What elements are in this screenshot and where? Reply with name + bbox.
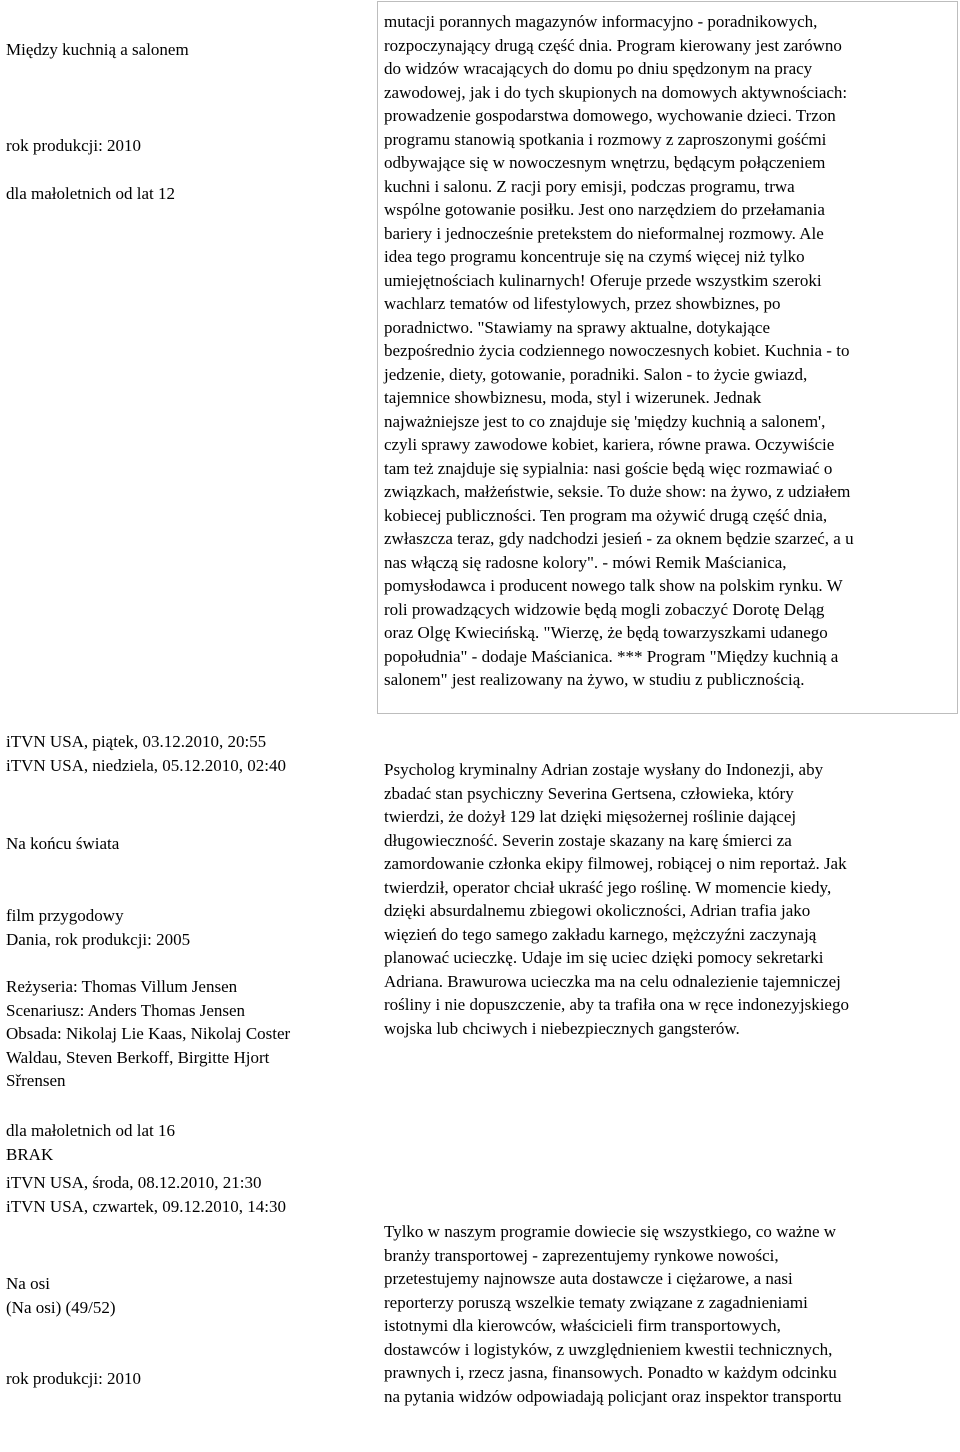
description-line: branży transportowej - zaprezentujemy rynkowe nowości, xyxy=(384,1245,779,1265)
description-line: więzień do tego samego zakładu karnego, mężczyźni zaczynają xyxy=(384,924,817,944)
production-year: rok produkcji: 2010 xyxy=(6,136,142,155)
program-description xyxy=(384,10,956,692)
description-line: popołudnia" - dodaje Maścianica. *** Program "Między kuchnią a xyxy=(384,646,839,666)
program-title: Między kuchnią a salonem xyxy=(6,40,189,59)
description-line: odbywające się w nowoczesnym wnętrzu, będącym połączeniem xyxy=(384,153,826,172)
age-rating: dla małoletnich od lat 16 xyxy=(6,1121,176,1140)
description-line: czyli sprawy zawodowe kobiet, kariera, równe prawa. Oczywiście xyxy=(384,435,835,454)
description-line: tam też znajduje się sypialnia: nasi goście będą więc rozmawiać o xyxy=(384,458,833,478)
description-line: Adriana. Brawurowa ucieczka ma na celu odnalezienie tajemniczej xyxy=(384,971,841,991)
description-line: oraz Olgę Kwiecińską. "Wierzę, że będą towarzyszkami udanego xyxy=(384,623,828,642)
description-line: istotnymi dla kierowców, właścicieli firm transportowych, xyxy=(384,1316,781,1335)
program-description xyxy=(384,758,956,1040)
credits xyxy=(6,975,358,1093)
description-line: zwłaszcza teraz, gdy nadchodzi jesień - za oknem będzie szarzeć, a u xyxy=(384,529,854,548)
description-line: kuchni i salonu. Z racji pory emisji, podczas programu, trwa xyxy=(384,176,795,196)
credits-line: Waldau, Steven Berkoff, Birgitte Hjort xyxy=(6,1047,270,1067)
description-line: rozpoczynający drugą część dnia. Program kierowany jest zarówno xyxy=(384,35,842,55)
description-line: zamordowanie członka ekipy filmowej, robiącej o nim reportaż. Jak xyxy=(384,854,847,873)
description-line: dostawców i logistyków, z uwzględnieniem kwestii technicznych, xyxy=(384,1339,833,1359)
broadcast-times xyxy=(6,730,358,777)
production-year: rok produkcji: 2010 xyxy=(6,1369,142,1388)
description-line: mutacji porannych magazynów informacyjno - poradnikowych, xyxy=(384,12,818,31)
description-line: Tylko w naszym programie dowiecie się wszystkiego, co ważne w xyxy=(384,1222,837,1241)
status-text: BRAK xyxy=(6,1145,54,1164)
genre: film przygodowy xyxy=(6,906,124,925)
description-line: bezpośrednio życia codziennego nowoczesnych kobiet. Kuchnia - to xyxy=(384,341,850,360)
description-line: prowadzenie gospodarstwa domowego, wychowanie dzieci. Trzon xyxy=(384,106,836,125)
description-line: prawnych i, rzecz jasna, finansowych. Ponadto w każdym odcinku xyxy=(384,1363,837,1382)
description-line: związkach, małżeństwie, seksie. To duże show: na żywo, z udziałem xyxy=(384,482,851,501)
description-line: planować ucieczkę. Udaje im się uciec dzięki pomocy sekretarki xyxy=(384,948,824,967)
broadcast-time: iTVN USA, czwartek, 09.12.2010, 14:30 xyxy=(6,1196,286,1216)
description-line: zbadać stan psychiczny Severina Gertsena, człowieka, który xyxy=(384,783,794,803)
program-title: Na końcu świata xyxy=(6,834,120,853)
description-line: twierdził, operator chciał ukraść jego roślinę. W momencie kiedy, xyxy=(384,877,832,897)
description-line: roli prowadzących widzowie będą mogli zobaczyć Dorotę Deląg xyxy=(384,599,825,619)
description-line: kobiecej publiczności. Ten program ma ożywić drugą część dnia, xyxy=(384,505,828,525)
description-line: programu stanowią spotkania i rozmowy z zaproszonymi gośćmi xyxy=(384,129,827,149)
description-line: do widzów wracających do domu po dniu spędzonym na pracy xyxy=(384,59,813,78)
description-line: bariery i jednocześnie pretekstem do nieformalnej rozmowy. Ale xyxy=(384,223,824,243)
description-line: na pytania widzów odpowiadają policjant oraz inspektor transportu xyxy=(384,1386,842,1406)
description-line: długowieczność. Severin zostaje skazany na karę śmierci za xyxy=(384,830,792,850)
description-line: wachlarz tematów od lifestylowych, przez showbiznes, po xyxy=(384,294,781,313)
credits-line: Sřrensen xyxy=(6,1071,66,1090)
description-line: twierdzi, że dożył 129 lat dzięki mięsożernej roślinie dającej xyxy=(384,807,797,826)
description-line: rośliny i nie dopuszczenie, aby ta trafiła ona w ręce indonezyjskiego xyxy=(384,995,849,1014)
program-title: Na osi xyxy=(6,1274,50,1293)
credits-line: Scenariusz: Anders Thomas Jensen xyxy=(6,1000,246,1020)
description-line: wojska lub chciwych i niebezpiecznych gangsterów. xyxy=(384,1018,740,1038)
description-line: pomysłodawca i producent nowego talk show na polskim rynku. W xyxy=(384,576,843,595)
description-line: dzięki absurdalnemu zbiegowi okoliczności, Adrian trafia jako xyxy=(384,901,811,920)
description-line: nas włączą się radosne kolory". - mówi Remik Maścianica, xyxy=(384,552,787,572)
description-line: poradnictwo. "Stawiamy na sprawy aktualne, dotykające xyxy=(384,317,771,337)
description-line: tajemnice showbiznesu, moda, styl i wizerunek. Jednak xyxy=(384,388,762,407)
program-subtitle: (Na osi) (49/52) xyxy=(6,1298,116,1317)
credits-line: Obsada: Nikolaj Lie Kaas, Nikolaj Coster xyxy=(6,1024,291,1043)
description-line: reporterzy poruszą wszelkie tematy związane z zagadnieniami xyxy=(384,1292,808,1312)
broadcast-time: iTVN USA, środa, 08.12.2010, 21:30 xyxy=(6,1173,262,1192)
broadcast-times xyxy=(6,1171,358,1218)
description-line: przetestujemy najnowsze auta dostawcze i ciężarowe, a nasi xyxy=(384,1269,793,1288)
broadcast-time: iTVN USA, piątek, 03.12.2010, 20:55 xyxy=(6,732,267,751)
description-line: idea tego programu koncentruje się na czymś więcej niż tylko xyxy=(384,247,805,266)
broadcast-time: iTVN USA, niedziela, 05.12.2010, 02:40 xyxy=(6,755,286,775)
description-line: zawodowej, jak i do tych skupionych na domowych aktywnościach: xyxy=(384,82,848,102)
description-line: salonem" jest realizowany na żywo, w studiu z publicznością. xyxy=(384,670,805,689)
description-line: Psycholog kryminalny Adrian zostaje wysłany do Indonezji, aby xyxy=(384,760,824,779)
description-line: umiejętnościach kulinarnych! Oferuje przede wszystkim szeroki xyxy=(384,270,822,290)
description-line: jedzenie, diety, gotowanie, poradniki. Salon - to życie gwiazd, xyxy=(384,364,808,384)
country-year: Dania, rok produkcji: 2005 xyxy=(6,930,191,949)
program-description xyxy=(384,1220,956,1408)
description-line: najważniejsze jest to co znajduje się 'między kuchnią a salonem', xyxy=(384,411,826,431)
credits-line: Reżyseria: Thomas Villum Jensen xyxy=(6,977,238,996)
description-line: wspólne gotowanie posiłku. Jest ono narzędziem do przełamania xyxy=(384,200,825,219)
age-rating: dla małoletnich od lat 12 xyxy=(6,184,176,203)
